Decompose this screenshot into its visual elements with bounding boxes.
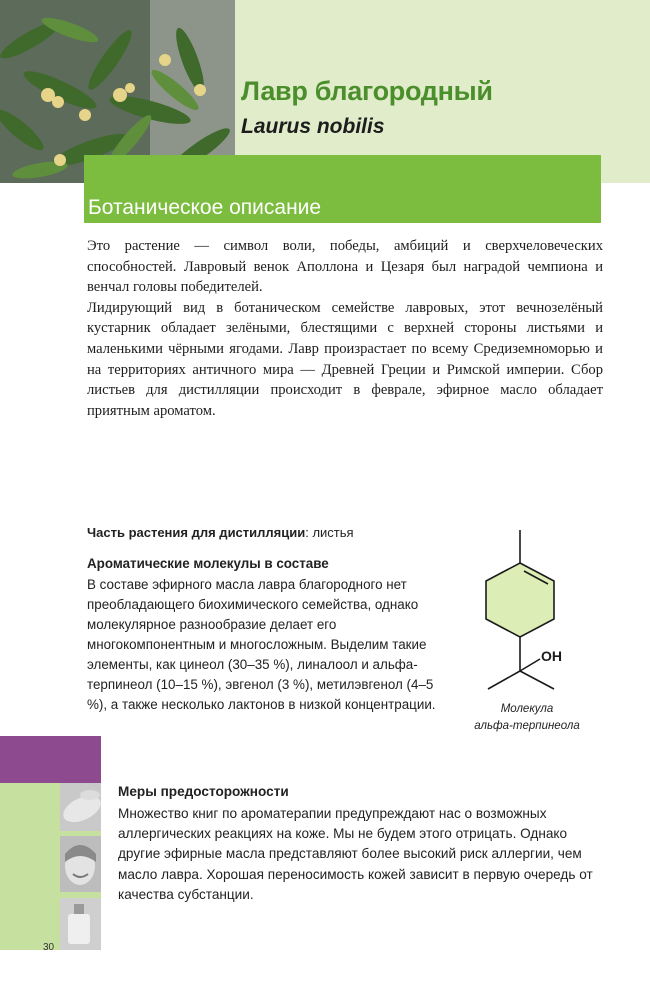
molecule-caption-line: Молекула bbox=[500, 703, 554, 715]
distillation-value: : листья bbox=[305, 525, 354, 540]
hand-photo bbox=[60, 783, 101, 831]
hydroxyl-label: OH bbox=[541, 648, 562, 664]
bottle-illustration bbox=[60, 898, 101, 950]
aroma-text: В составе эфирного масла лавра благородного нет преобладающего биохимического семейства, однако молекулярное разнообразие делает его многокомпонентным и многосложным. Выделим такие элементы, как цинеол (30–35 %), линалоол и альфа-терпинеол (10–15 %), эвгенол (3 %), метилэвгенол (4–5 %), а также несколько лактонов в низкой концентрации. bbox=[87, 577, 436, 712]
hand-illustration bbox=[60, 783, 101, 831]
aroma-heading: Ароматические молекулы в составе bbox=[87, 556, 329, 571]
face-illustration bbox=[60, 836, 101, 892]
page-number: 30 bbox=[43, 942, 55, 953]
caution-heading: Меры предосторожности bbox=[118, 784, 289, 799]
purple-band bbox=[0, 736, 101, 783]
intro-paragraph: Это растение — символ воли, победы, амбиций и сверхчеловеческих способностей. Лавровый венок Аполлона и Цезаря был наградой чемпиона и венчал головы победителей. bbox=[87, 238, 603, 296]
face-photo bbox=[60, 836, 101, 892]
alpha-terpineol-structure bbox=[470, 525, 590, 705]
intro-paragraph: Лидирующий вид в ботаническом семействе лавровых, этот вечнозелёный кустарник обладает зелёными, блестящими с верхней стороны листьями и маленькими чёрными ягодами. Лавр произрастает по всему Средиземноморью и на территориях античного мира — Древней Греции и Римской империи. Сбор листьев для дистилляции происходит в феврале, эфирное масло обладает приятным ароматом. bbox=[87, 299, 603, 419]
distillation-line bbox=[87, 524, 354, 542]
page-title: Лавр благородный bbox=[241, 76, 493, 106]
molecule-caption bbox=[462, 701, 592, 735]
bottle-photo bbox=[60, 898, 101, 950]
molecule-caption-line: альфа-терпинеола bbox=[474, 720, 580, 732]
section-title: Ботаническое описание bbox=[88, 196, 322, 219]
intro-text bbox=[87, 236, 603, 421]
distillation-label: Часть растения для дистилляции bbox=[87, 525, 306, 540]
caution-text: Множество книг по ароматерапии предупреждают нас о возможных аллергических реакциях на коже. Мы не будем этого отрицать. Однако другие эфирные масла представляют более высокий риск аллергии, чем масло лавра. Хорошая переносимость кожей зависит в первую очередь от качества субстанции. bbox=[118, 806, 593, 902]
latin-name: Laurus nobilis bbox=[241, 115, 385, 138]
